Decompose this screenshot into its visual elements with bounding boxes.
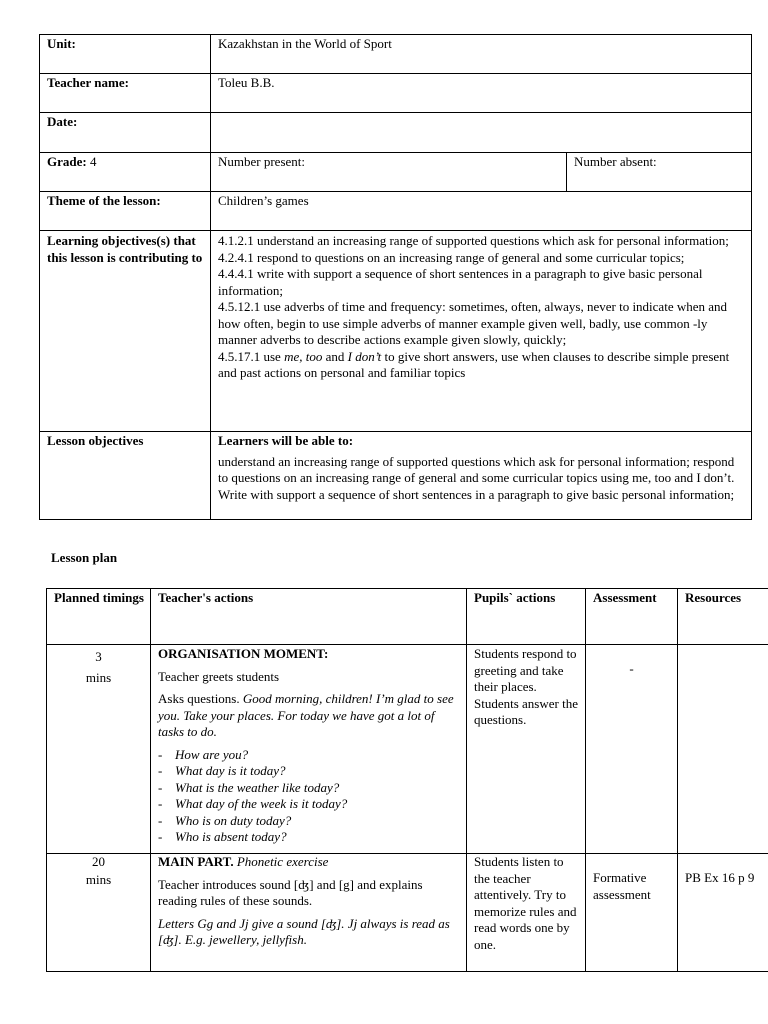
header-assessment: Assessment (586, 589, 678, 645)
lesson-plan-table (46, 588, 768, 972)
intro-text: Teacher introduces sound [ʤ] and [g] and explains reading rules of these sounds. (158, 876, 423, 908)
plan-header-row (47, 589, 768, 645)
objective-text: to give short answers, use when clauses to describe simple present and past actions on personal and familiar topics (218, 348, 730, 380)
grade-row (40, 153, 752, 192)
timing-cell (47, 645, 151, 854)
asks-prefix: Asks questions. (158, 691, 243, 706)
section-heading: MAIN PART. (158, 854, 234, 869)
objective-emphasis: me, too (284, 348, 323, 364)
pupils-actions-cell: Students listen to the teacher attentively. Try to memorize rules and read words one by one. (467, 854, 586, 972)
objective-item (218, 349, 745, 382)
section-heading-line (158, 854, 460, 871)
question-list (158, 747, 460, 846)
teacher-actions-cell (151, 645, 467, 854)
lesson-objectives-text: understand an increasing range of supported questions which ask for personal information; respond to questions on an increasing range of general and some curricular topics using me, too and I don’t. Write with support a sequence of short sentences in a paragraph to give basic personal information; (218, 453, 735, 502)
header-pupils-actions: Pupils` actions (467, 589, 586, 645)
asks-questions-text (158, 691, 460, 741)
timing-unit: mins (85, 871, 112, 887)
timing-cell (47, 854, 151, 972)
unit-row (40, 35, 752, 74)
lesson-info-table (39, 34, 752, 520)
objective-item: 4.2.4.1 respond to questions on an increasing range of general and some curricular topics; (218, 249, 685, 265)
objective-text: 4.5.17.1 use (218, 348, 285, 364)
learning-objectives-label: Learning objectives(s) that this lesson is contributing to (40, 231, 211, 432)
list-item: - What is the weather like today? (158, 780, 460, 797)
grade-cell (40, 153, 211, 192)
header-planned-timings: Planned timings (47, 589, 151, 645)
teacher-label: Teacher name: (40, 74, 211, 113)
objective-text: and (322, 348, 348, 364)
theme-row (40, 192, 752, 231)
list-item: - Who is on duty today? (158, 813, 460, 830)
teacher-row (40, 74, 752, 113)
lesson-objectives-heading: Learners will be able to: (218, 433, 354, 448)
pupils-actions-cell: Students respond to greeting and take their places. Students answer the questions. (467, 645, 586, 854)
objective-item: 4.4.4.1 write with support a sequence of short sentences in a paragraph to give basic personal information; (218, 266, 703, 298)
assessment-cell: Formative assessment (586, 854, 678, 972)
plan-row-organisation (47, 645, 768, 854)
teacher-value: Toleu B.B. (211, 74, 752, 113)
timing-number: 20 (92, 854, 105, 869)
letters-rule-text: Letters Gg and Jj give a sound [ʤ]. Jj always is read as [ʤ]. E.g. jewellery, jellyfish. (158, 915, 450, 947)
header-resources: Resources (678, 589, 768, 645)
header-teacher-actions: Teacher's actions (151, 589, 467, 645)
number-absent-label: Number absent: (567, 153, 752, 192)
date-row (40, 113, 752, 153)
section-heading: ORGANISATION MOMENT: (158, 646, 329, 661)
date-value (211, 113, 752, 153)
teacher-greets-text: Teacher greets students (158, 668, 280, 684)
asks-italic: Good morning, children! I’m glad to see you. Take your places. For today we have got a lot of tasks to do. (158, 691, 454, 739)
plan-row-main-part (47, 854, 768, 972)
lesson-objectives-row (40, 432, 752, 520)
timing-unit: mins (85, 669, 112, 685)
learning-objectives-row (40, 231, 752, 432)
grade-label: Grade: (47, 154, 87, 169)
list-item: - What day is it today? (158, 763, 460, 780)
number-present-label: Number present: (211, 153, 567, 192)
lesson-objectives-label: Lesson objectives (40, 432, 211, 520)
learning-objectives-list (211, 231, 752, 432)
unit-value: Kazakhstan in the World of Sport (211, 35, 752, 74)
unit-label: Unit: (40, 35, 211, 74)
grade-value: 4 (89, 154, 97, 169)
timing-number: 3 (95, 649, 102, 664)
objective-item: 4.5.12.1 use adverbs of time and frequency: sometimes, often, always, never to indicate when and how often, begin to use simple adverbs of manner example given well, badly, use common -ly manner adverbs to describe actions example given slowly, quickly; (218, 299, 728, 347)
theme-label: Theme of the lesson: (40, 192, 211, 231)
section-subtitle: Phonetic exercise (233, 854, 329, 869)
list-item: - What day of the week is it today? (158, 796, 460, 813)
theme-value: Children’s games (211, 192, 752, 231)
teacher-actions-cell (151, 854, 467, 972)
objective-item: 4.1.2.1 understand an increasing range of supported questions which ask for personal information; (218, 233, 729, 248)
assessment-cell: - (586, 645, 678, 854)
resources-cell (678, 645, 768, 854)
objective-emphasis: I don’t (347, 348, 382, 364)
list-item: - How are you? (158, 747, 460, 764)
date-label: Date: (40, 113, 211, 153)
lesson-objectives-cell (211, 432, 752, 520)
lesson-plan-title: Lesson plan (51, 550, 118, 565)
list-item: - Who is absent today? (158, 829, 460, 846)
resources-cell: PB Ex 16 p 9 (678, 854, 768, 972)
